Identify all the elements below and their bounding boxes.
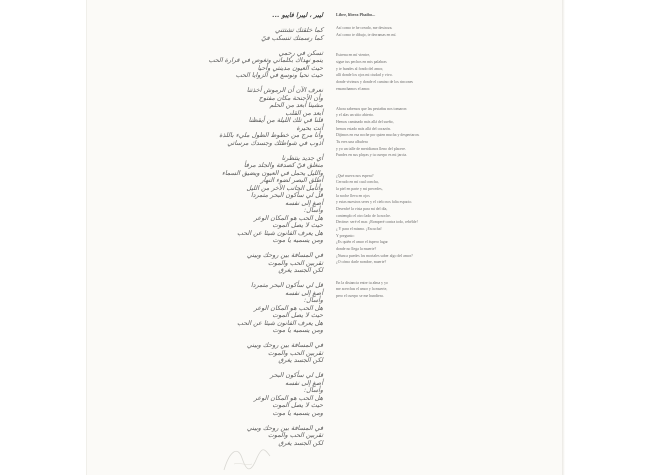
spanish-poem-line: y estas nuestros seres y el cielo nos falta espacio. [336, 200, 413, 205]
spanish-stanza-gap [336, 273, 456, 280]
spanish-poem-line: me acerchas el amor y la muerte, [336, 287, 388, 292]
spanish-poem-line: Tu eres una albufera [336, 140, 368, 145]
arabic-poem-line: قل لي سأكون البحر متمردا [250, 191, 323, 199]
arabic-poem-line: هل الحب هو المكان الوعر [253, 303, 323, 312]
arabic-poem-line: والليل يحمل في العيون ويضيق السماء [221, 168, 323, 177]
arabic-poem-line: أصغ إلى نفسه [285, 288, 323, 297]
arabic-poem-line: هل يعرف الفانون شيئا عن الحب [236, 228, 323, 237]
arabic-poem-line: هل يعرف الفانون شيئا عن الحب [236, 318, 323, 327]
spanish-poem-line: y yo un talle de meridianos lleno del placere. [336, 146, 406, 151]
spanish-poem-line: Y pregunto: [336, 233, 355, 238]
arabic-poem-line: قل لي سأكون البحر [270, 371, 323, 379]
spanish-poem-line: Fundes en sus playas y tu cuerpo es mi jarcia. [336, 153, 408, 158]
arabic-poem-line: وأتأمل الجانب الآخر من الليل [246, 183, 323, 192]
arabic-poem-line: ومن يسميه يا موت [272, 408, 323, 417]
arabic-poem-line: حيث لا يصل الموت [272, 311, 323, 319]
arabic-poem-line: مشينا أبعد من الحلم [269, 101, 323, 109]
spanish-poem-title: Libre, libera Phaibo... [336, 12, 376, 17]
spanish-poem-line: Decíme: seré el mar. ¡Romperé contra todo, rebélde! [336, 220, 418, 225]
arabic-poem-line: في المسافة بين روحك وبيني [246, 251, 323, 259]
arabic-poem-line: وأسأل: [304, 386, 323, 394]
document-page [87, 0, 562, 475]
spanish-poem-line: la piel en parte y mi precedes, [336, 186, 383, 191]
spanish-stanza-gap [336, 166, 456, 173]
arabic-poem-line: في المسافة بين روحك وبيني [246, 423, 323, 432]
spanish-poem-line: ¿Es quién el amor el áspero lugar [336, 240, 388, 245]
arabic-poem-line: قل لي سأكون البحر متمردا [250, 281, 323, 289]
arabic-poem-line: قلنا في تلك الليلة من أيقظنا [248, 116, 323, 124]
spanish-poem-line: y el alas un sitio abierto. [336, 113, 375, 118]
spanish-stanza-gap [336, 19, 456, 26]
spanish-poem-line: ensanchamos el amor. [336, 86, 371, 91]
spanish-poem-line: allí donde los ojos mi ciudad y vivo. [336, 73, 393, 78]
arabic-poem-line: أطلق البصر لضوء النهار [260, 176, 323, 184]
spanish-poem-line: Así como te he creado, me destroza. [336, 26, 393, 31]
spanish-poem-line: Estrena en mí vientre, [336, 53, 371, 58]
spanish-poem-line: En la distancia entre tu alma y yo [336, 280, 388, 285]
spanish-poem-line: Hemos caminado más allá del sueño, [336, 120, 394, 124]
spanish-poem-line: ¿ Y para el mismo. ¡Escucha! [336, 227, 382, 231]
arabic-poem-line: أنت بحيرة [296, 123, 323, 132]
spanish-poem-line: Dijimos en esa noche por quien mucha y despertaron. [336, 133, 420, 138]
spanish-poem-line: donde vivimos y donde el camino de los rincones [336, 79, 413, 84]
arabic-poem-line: وأنا مرج من خطوط الطول مليء باللذة [219, 131, 323, 139]
arabic-poem-line: في المسافة بين روحك وبيني [246, 341, 323, 349]
spanish-poem-column [336, 12, 456, 300]
spanish-poem-line: donde no llega la muerte? [336, 247, 377, 252]
arabic-poem-line: نعرف الآن أن الرموش أخذتنا [246, 86, 323, 94]
arabic-poem-line: منغلق فيّ كصدفة والجلد مرفأ [243, 161, 323, 169]
spanish-poem-line: sigue tus pechos en mis palabras [336, 59, 387, 64]
spanish-poem-line: Ahora sabemos que las pestañas nos tomaron [336, 106, 407, 111]
arabic-poem-line: أذوب في شواطئك وجسدك مرساتي [227, 138, 323, 147]
spanish-poem-line: ¿Nunca puedes los mortales saber algo del amor? [336, 253, 413, 258]
arabic-poem-line: ينمو نهداك بكلماتي وتغوص في قرارة الحب [208, 56, 323, 64]
arabic-poem-line: حيث لا يصل الموت [272, 221, 323, 229]
spanish-poem-line: ¿Qué nueva nos espera? [336, 173, 374, 178]
arabic-poem-column [208, 11, 323, 467]
arabic-poem-title: ليبر ، ليبرا فايبو ... [272, 11, 323, 19]
arabic-poem-line: هل الحب هو المكان الوعر [253, 393, 323, 402]
arabic-poem-line: تقربين الحب والموت [267, 258, 323, 267]
arabic-poem-line: كما رسمتك تنسكب فيّ [261, 33, 323, 42]
arabic-poem-line: أصغ إلى نفسه [285, 378, 323, 387]
page-edge [562, 0, 565, 475]
arabic-poem-line: ومن يسميه يا موت [272, 236, 323, 244]
spanish-poem-line: Así como te dibujo, te derramas en mí. [336, 33, 397, 38]
spanish-stanza-gap [336, 266, 456, 273]
arabic-poem-line: هل الحب هو المكان الوعر [253, 213, 323, 222]
spanish-poem-line: y te hundes al fondo del amor, [336, 66, 384, 71]
arabic-poem-line: حيث العيون مدينتي وأحيا [257, 63, 323, 72]
spanish-stanza-gap [336, 92, 456, 99]
spanish-stanza-gap [336, 39, 456, 46]
arabic-poem-line: لكن الجسد يغرق [278, 356, 323, 364]
spanish-poem-line: pero el cuerpo se me hundiera. [336, 293, 384, 298]
spanish-poem-line: la noche lleva en ojos [336, 193, 370, 198]
arabic-poem-line: لكن الجسد يغرق [278, 266, 323, 274]
arabic-poem-line: تقربين الحب والموت [267, 431, 323, 439]
arabic-poem-line: وأسأل: [304, 206, 323, 214]
spanish-stanza-gap [336, 45, 456, 52]
arabic-poem-line: حيث لا يصل الموت [272, 401, 323, 409]
arabic-poem-line: أي جديد ينتظرنا [281, 153, 323, 162]
arabic-poem-line: أبعد من القلب [285, 108, 323, 117]
handwritten-signature [216, 440, 276, 475]
spanish-poem-line: hemos estado más allá del corazón. [336, 126, 391, 131]
arabic-poem-line: وأسأل: [304, 296, 323, 304]
spanish-stanza-gap [336, 99, 456, 106]
arabic-poem-line: وأن الأجنحة مكان مفتوح [258, 93, 323, 102]
arabic-poem-line: تسكن في رحمي [278, 48, 323, 57]
arabic-poem-line: أصغ إلى نفسه [285, 198, 323, 207]
arabic-poem-line: لكن الجسد يغرق [278, 438, 323, 447]
spanish-poem-line: contemplo el otro lado de la noche. [336, 213, 391, 218]
arabic-poem-line: تقربين الحب والموت [267, 348, 323, 357]
arabic-poem-line: كما خلقتك تشتتني [275, 26, 323, 34]
spanish-poem-line: ¿O cómo darle nombre, muerte? [336, 260, 387, 265]
arabic-poem-line: حيث نحيا ونوسع في الزوايا الحب [235, 71, 323, 79]
spanish-poem-line: Desenfré la vista para mi del día, [336, 206, 388, 211]
spanish-stanza-gap [336, 159, 456, 166]
arabic-poem-line: ومن يسميه يا موت [272, 326, 323, 334]
spanish-poem-line: Cerrado en mí cual concha, [336, 180, 379, 185]
